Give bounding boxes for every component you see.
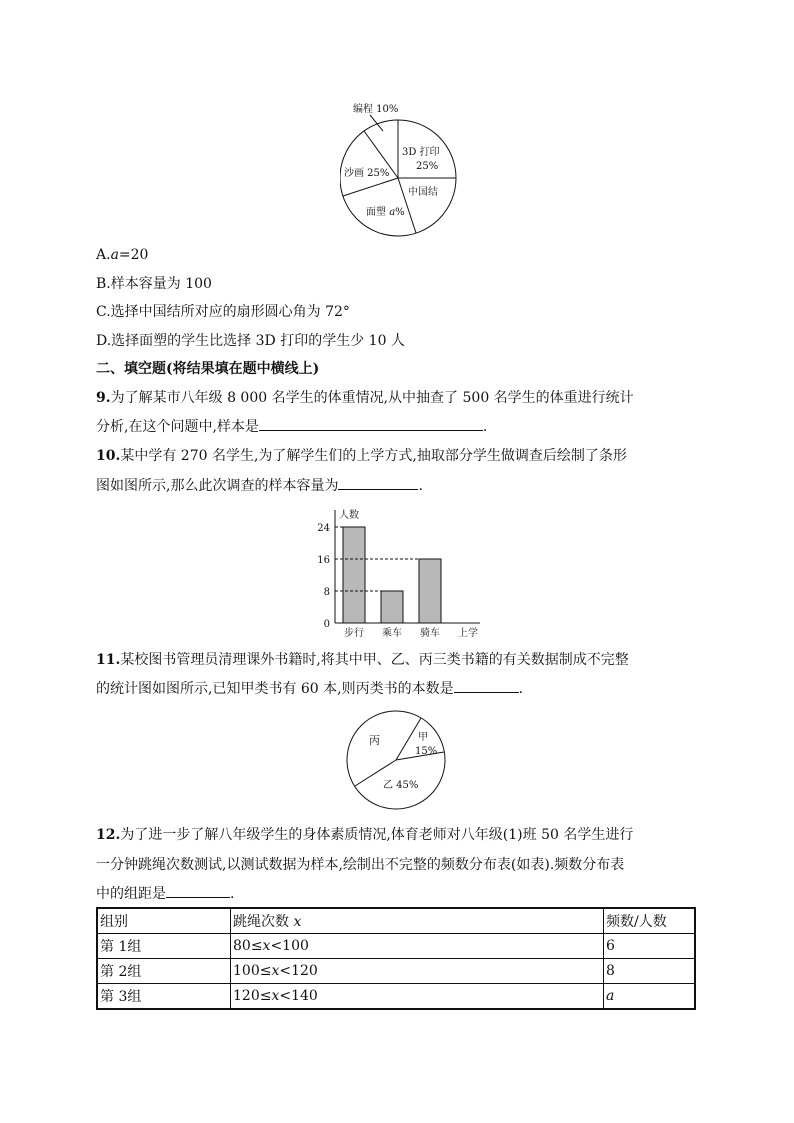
q9-number: 9. — [96, 390, 111, 406]
table-row — [97, 934, 695, 959]
bar-category-label: 步行 — [344, 628, 364, 639]
pie1-label-programming: 编程 10% — [353, 104, 399, 115]
q11-line1: 11.某校图书管理员清理课外书籍时,将其中甲、乙、丙三类书籍的有关数据制成不完整 — [96, 652, 629, 668]
pie1-label-3d-print: 3D 打印 — [402, 147, 440, 158]
q11-number: 11. — [96, 652, 121, 668]
frequency-table — [96, 907, 696, 1010]
table-row — [97, 984, 695, 1010]
q10-line1: 10.某中学有 270 名学生,为了解学生们的上学方式,抽取部分学生做调查后绘制了条形 — [96, 448, 627, 464]
bar-category-label: 骑车 — [420, 628, 440, 639]
bar — [381, 591, 403, 623]
q9-answer-blank[interactable] — [259, 416, 483, 431]
bar — [343, 527, 365, 623]
q11-line2: 的统计图如图所示,已知甲类书有 60 本,则丙类书的本数是 . — [96, 678, 523, 699]
bar-y-tick-label: 16 — [317, 555, 330, 566]
pie1-label-knot: 中国结 — [408, 187, 438, 198]
bar-category-label: 乘车 — [382, 628, 402, 639]
cell-group: 第 2组 — [97, 959, 231, 984]
q9-line2: 分析,在这个问题中,样本是 . — [96, 416, 487, 437]
q12-line1: 12.为了进一步了解八年级学生的身体素质情况,体育老师对八年级(1)班 50 名学生进行 — [96, 827, 634, 843]
table-header-row — [97, 908, 695, 934]
q10-line2: 图如图所示,那么此次调查的样本容量为 . — [96, 475, 423, 496]
option-d: D.选择面塑的学生比选择 3D 打印的学生少 10 人 — [96, 333, 405, 349]
option-a: A.a=20 — [96, 247, 149, 263]
q11-answer-blank[interactable] — [454, 678, 519, 693]
header-count: 跳绳次数 x — [231, 908, 604, 934]
header-freq: 频数/人数 — [604, 908, 696, 934]
option-c: C.选择中国结所对应的扇形圆心角为 72° — [96, 304, 350, 320]
bar-chart-commute — [305, 505, 495, 640]
bar-y-tick-label: 8 — [323, 587, 330, 598]
pie2-label-bing: 丙 — [369, 734, 380, 747]
q10-answer-blank[interactable] — [338, 475, 418, 490]
pie2-label-yi: 乙 45% — [383, 780, 419, 791]
pie2-label-jia-pct: 15% — [415, 746, 438, 757]
bar-x-axis-label: 上学 — [458, 628, 478, 639]
cell-freq: 6 — [604, 934, 696, 959]
q9-line1: 9.为了解某市八年级 8 000 名学生的体重情况,从中抽查了 500 名学生的体重进行统计 — [96, 390, 634, 406]
table-row — [97, 959, 695, 984]
pie2-label-jia: 甲 — [418, 732, 428, 743]
cell-group: 第 1组 — [97, 934, 231, 959]
q10-number: 10. — [96, 448, 121, 464]
bar-y-tick-label: 24 — [317, 523, 330, 534]
cell-group: 第 3组 — [97, 984, 231, 1010]
bar — [419, 559, 441, 623]
section-title: 二、填空题(将结果填在题中横线上) — [96, 361, 320, 377]
header-group: 组别 — [97, 908, 231, 934]
bar-y-axis-label: 人数 — [339, 510, 359, 521]
bar-y-tick-label: 0 — [323, 619, 330, 630]
q12-line3: 中的组距是 . — [96, 883, 234, 904]
cell-freq: a — [604, 984, 696, 1010]
cell-range: 100≤x<120 — [231, 959, 604, 984]
q12-number: 12. — [96, 827, 121, 843]
cell-range: 80≤x<100 — [231, 934, 604, 959]
cell-freq: 8 — [604, 959, 696, 984]
pie1-label-dough: 面塑 a% — [366, 207, 405, 218]
q12-answer-blank[interactable] — [166, 883, 230, 898]
option-b: B.样本容量为 100 — [96, 276, 212, 292]
q12-line2: 一分钟跳绳次数测试,以测试数据为样本,绘制出不完整的频数分布表(如表).频数分布表 — [96, 857, 625, 873]
pie1-label-3d-print-pct: 25% — [416, 161, 439, 172]
pie-chart-books — [343, 708, 453, 813]
pie-chart-hobbies — [340, 95, 460, 240]
cell-range: 120≤x<140 — [231, 984, 604, 1010]
pie1-label-sand: 沙画 25% — [344, 168, 390, 179]
